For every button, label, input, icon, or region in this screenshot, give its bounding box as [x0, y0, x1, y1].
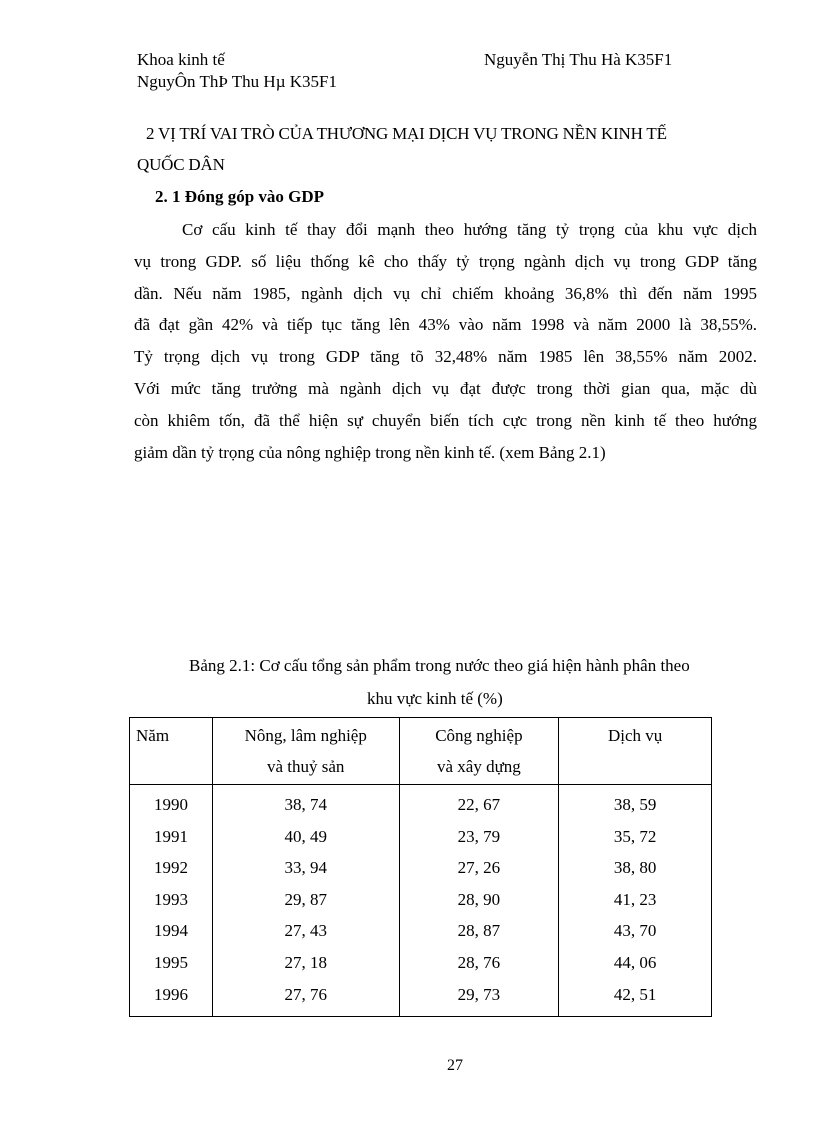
- table-row: [130, 884, 712, 916]
- cell-agriculture: 33, 94: [212, 852, 399, 884]
- cell-agriculture: 27, 43: [212, 915, 399, 947]
- table-row: [130, 821, 712, 853]
- cell-year: 1993: [130, 884, 213, 916]
- cell-year: 1994: [130, 915, 213, 947]
- cell-industry: 29, 73: [399, 979, 559, 1017]
- table-row: [130, 915, 712, 947]
- cell-industry: 28, 76: [399, 947, 559, 979]
- cell-agriculture: 29, 87: [212, 884, 399, 916]
- paragraph-line: vụ trong GDP. số liệu thống kê cho thấy tỷ trọng ngành dịch vụ trong GDP tăng: [134, 251, 757, 271]
- header-author-garbled: NguyÔn ThÞ Thu Hµ K35F1: [137, 72, 337, 91]
- cell-services: 42, 51: [613, 984, 657, 1004]
- body-paragraph: [134, 214, 757, 468]
- cell-industry: 22, 67: [399, 785, 559, 821]
- header-year: [130, 718, 213, 785]
- header-year-label: Năm: [136, 726, 170, 745]
- table-row: [130, 979, 712, 1017]
- cell-year: 1991: [130, 821, 213, 853]
- paragraph-line: Tỷ trọng dịch vụ trong GDP tăng tõ 32,48% năm 1985 lên 38,55% năm 2002.: [134, 347, 757, 367]
- header-faculty: Khoa kinh tế: [137, 50, 225, 69]
- section-heading-line1: 2 VỊ TRÍ VAI TRÒ CỦA THƯƠNG MẠI DỊCH VỤ TRONG NỀN KINH TẾ: [146, 124, 667, 143]
- paragraph-line: Cơ cấu kinh tế thay đổi mạnh theo hướng tăng tỷ trọng của khu vực dịch: [182, 220, 757, 239]
- cell-agriculture: 27, 76: [212, 979, 399, 1017]
- paragraph-line: giảm dần tỷ trọng của nông nghiệp trong nền kinh tế. (xem Bảng 2.1): [134, 442, 606, 462]
- cell-year: 1995: [130, 947, 213, 979]
- gdp-structure-table: [129, 717, 712, 1017]
- cell-industry: 27, 26: [399, 852, 559, 884]
- section-heading-line2: QUỐC DÂN: [137, 155, 225, 174]
- page-number: 27: [447, 1057, 463, 1074]
- cell-agriculture: 40, 49: [212, 821, 399, 853]
- cell-industry: 28, 87: [399, 915, 559, 947]
- table-caption-line2: khu vực kinh tế (%): [367, 689, 503, 708]
- cell-industry: 28, 90: [399, 884, 559, 916]
- cell-agriculture: 27, 18: [212, 947, 399, 979]
- header-industry-line2: và xây dựng: [437, 757, 521, 776]
- table-row: [130, 852, 712, 884]
- cell-services: 41, 23: [613, 889, 657, 909]
- cell-agriculture: 38, 74: [212, 785, 399, 821]
- cell-industry: 23, 79: [399, 821, 559, 853]
- cell-year: 1992: [130, 852, 213, 884]
- cell-services: 44, 06: [613, 952, 657, 972]
- header-industry: [399, 718, 559, 785]
- cell-services: 43, 70: [613, 921, 657, 941]
- cell-year: 1990: [130, 785, 213, 821]
- header-industry-line1: Công nghiệp: [435, 726, 523, 745]
- paragraph-line: Với mức tăng trưởng mà ngành dịch vụ đạt được trong thời gian qua, mặc dù: [134, 378, 757, 398]
- header-agriculture-line2: và thuỷ sản: [267, 757, 345, 776]
- cell-services: 38, 80: [613, 858, 657, 878]
- paragraph-line: đã đạt gần 42% và tiếp tục tăng lên 43% vào năm 1998 và năm 2000 là 38,55%.: [134, 315, 757, 335]
- table-header-row: [130, 718, 712, 785]
- paragraph-line: dần. Nếu năm 1985, ngành dịch vụ chỉ chiếm khoảng 36,8% thì đến năm 1995: [134, 283, 757, 303]
- cell-services: 38, 59: [613, 795, 657, 814]
- header-services-label: Dịch vụ: [607, 726, 663, 745]
- table-row: [130, 947, 712, 979]
- table-row: [130, 785, 712, 821]
- header-author: Nguyễn Thị Thu Hà K35F1: [484, 50, 673, 69]
- cell-services: 35, 72: [613, 826, 657, 846]
- header-services: [559, 718, 712, 785]
- table-caption-line1: Bảng 2.1: Cơ cấu tổng sản phẩm trong nước theo giá hiện hành phân theo: [189, 656, 690, 675]
- cell-year: 1996: [130, 979, 213, 1017]
- subsection-heading: 2. 1 Đóng góp vào GDP: [155, 187, 325, 206]
- header-agriculture-line1: Nông, lâm nghiệp: [244, 726, 367, 745]
- paragraph-line: còn khiêm tốn, đã thể hiện sự chuyển biến tích cực trong nền kinh tế theo hướng: [134, 410, 757, 430]
- header-agriculture: [212, 718, 399, 785]
